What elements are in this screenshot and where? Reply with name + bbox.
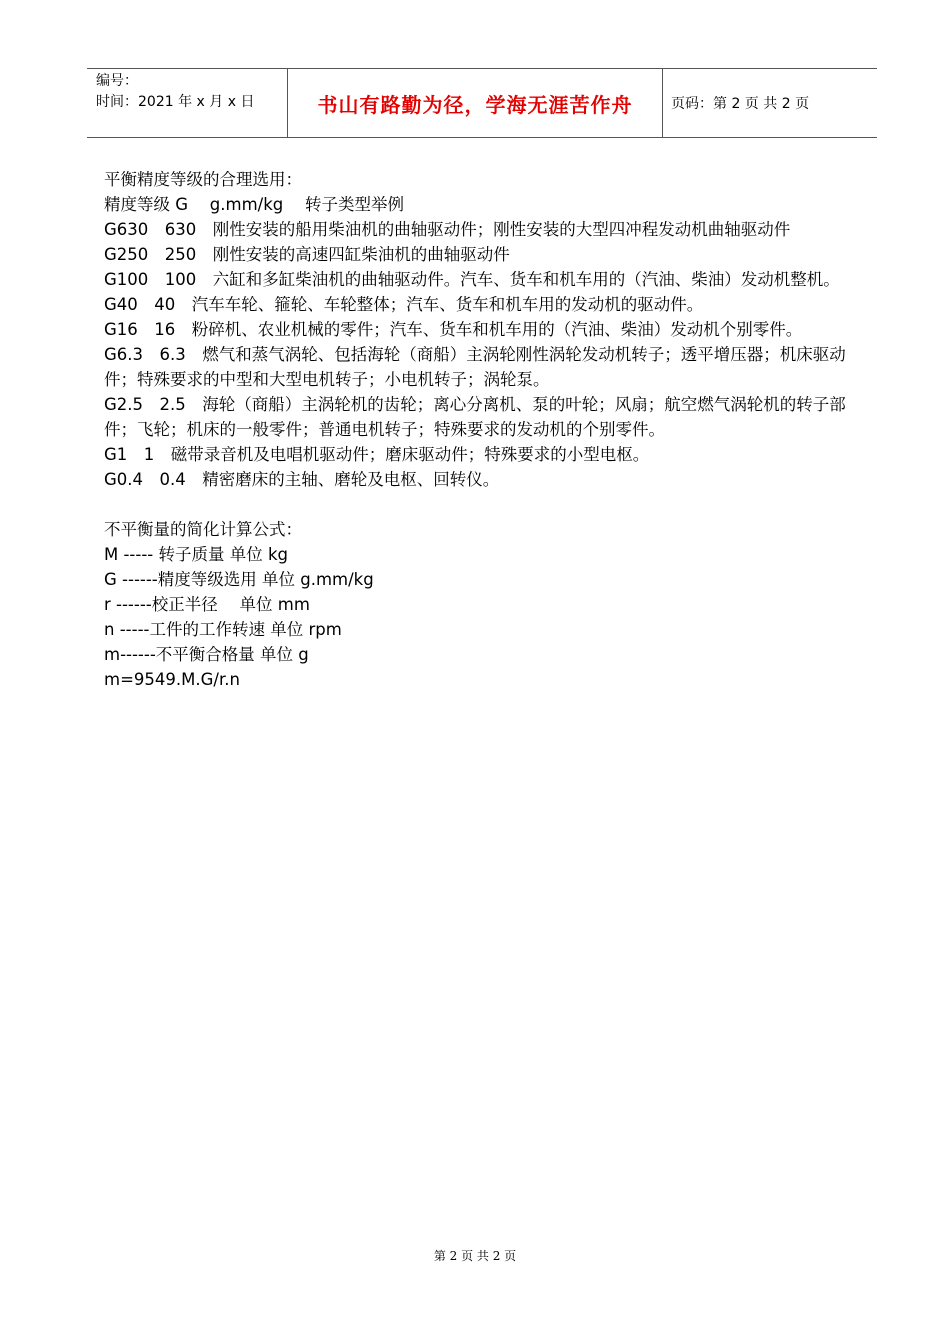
header-motto: 书山有路勤为径，学海无涯苦作舟 [287,69,663,137]
grade-line: G16 16 粉碎机、农业机械的零件；汽车、货车和机车用的（汽油、柴油）发动机个别零件。 [104,320,803,339]
formula-variable-line: r ------校正半径 单位 mm [104,595,310,614]
table-header-line: 精度等级 G g.mm/kg 转子类型举例 [104,195,404,214]
header-page-code: 页码：第 2 页 共 2 页 [671,96,810,112]
section-title: 不平衡量的简化计算公式： [104,520,302,539]
grade-line: G100 100 六缸和多缸柴油机的曲轴驱动件。汽车、货车和机车用的（汽油、柴油）发动机整机。 [104,270,840,289]
page-header [87,68,877,138]
document-time-label: 时间：2021 年 x 月 x 日 [96,94,255,110]
formula-variable-line: G ------精度等级选用 单位 g.mm/kg [104,570,374,589]
document-number-label: 编号： [96,73,138,89]
formula-variable-line: m------不平衡合格量 单位 g [104,645,309,664]
formula-variable-line: M ----- 转子质量 单位 kg [104,545,289,564]
header-meta [87,69,287,137]
grade-line: G630 630 刚性安装的船用柴油机的曲轴驱动件；刚性安装的大型四冲程发动机曲轴驱动件 [104,220,791,239]
grade-line: G0.4 0.4 精密磨床的主轴、磨轮及电枢、回转仪。 [104,470,500,489]
paragraph-gap [104,492,864,517]
grade-line: G1 1 磁带录音机及电唱机驱动件；磨床驱动件；特殊要求的小型电枢。 [104,445,650,464]
page-footer: 第 2 页 共 2 页 [433,1249,517,1263]
document-body [104,167,864,692]
grade-line: G2.5 2.5 海轮（商船）主涡轮机的齿轮；离心分离机、泵的叶轮；风扇；航空燃气涡轮机的转子部件；飞轮；机床的一般零件；普通电机转子；特殊要求的发动机的个别零件。 [104,395,846,439]
section-title: 平衡精度等级的合理选用： [104,170,302,189]
formula-line: m=9549.M.G/r.n [104,670,240,689]
grade-line: G250 250 刚性安装的高速四缸柴油机的曲轴驱动件 [104,245,510,264]
grade-line: G6.3 6.3 燃气和蒸气涡轮、包括海轮（商船）主涡轮刚性涡轮发动机转子；透平增压器；机床驱动件；特殊要求的中型和大型电机转子；小电机转子；涡轮泵。 [104,345,846,389]
formula-variable-line: n -----工件的工作转速 单位 rpm [104,620,342,639]
grade-line: G40 40 汽车车轮、箍轮、车轮整体；汽车、货车和机车用的发动机的驱动件。 [104,295,704,314]
